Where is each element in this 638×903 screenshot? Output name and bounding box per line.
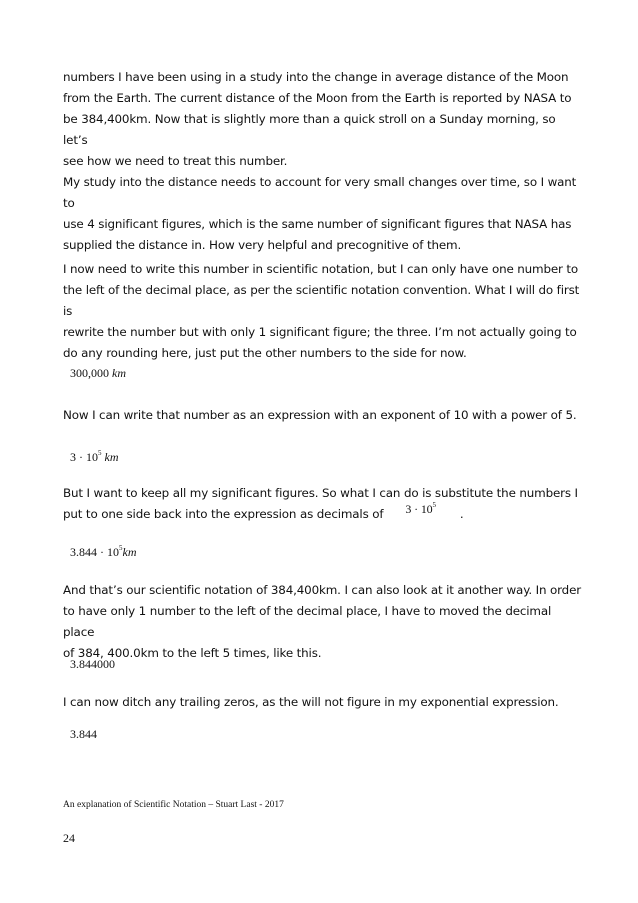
text-line: numbers I have been using in a study into the change in average distance of the Moon bbox=[63, 70, 569, 84]
text-line: rewrite the number but with only 1 significant figure; the three. I’m not actually going to bbox=[63, 325, 577, 339]
math-expression-300000-km bbox=[70, 366, 126, 380]
text-line: I now need to write this number in scientific notation, but I can only have one number to bbox=[63, 262, 579, 276]
paragraph-exponent bbox=[63, 405, 583, 426]
math-expression-3844000 bbox=[70, 657, 115, 671]
text-line: see how we need to treat this number. bbox=[63, 154, 288, 168]
text-span: put to one side back into the expression as decimals of bbox=[63, 507, 384, 521]
paragraph-trailing-zeros bbox=[63, 692, 583, 713]
page-footer: An explanation of Scientific Notation – Stuart Last - 2017 bbox=[63, 800, 284, 810]
paragraph-scientific-notation bbox=[63, 259, 583, 364]
text-line: But I want to keep all my significant figures. So what I can do is substitute the numbers I bbox=[63, 486, 578, 500]
text-line: supplied the distance in. How very helpful and precognitive of them. bbox=[63, 238, 462, 252]
math-expression-3e5-km bbox=[70, 450, 119, 464]
text-line: Now I can write that number as an expression with an exponent of 10 with a power of 5. bbox=[63, 408, 577, 422]
math-exponent: 5 bbox=[98, 449, 102, 457]
text-line: use 4 significant figures, which is the same number of significant figures that NASA has bbox=[63, 217, 572, 231]
text-line bbox=[63, 501, 583, 525]
math-number: 3.844 bbox=[70, 727, 97, 741]
math-coefficient: 3.844 · 10 bbox=[70, 545, 119, 559]
text-line: the left of the decimal place, as per the scientific notation convention. What I will do first is bbox=[63, 283, 580, 318]
text-line: to have only 1 number to the left of the decimal place, I have to moved the decimal place bbox=[63, 604, 552, 639]
text-span: . bbox=[459, 507, 464, 521]
math-exponent: 5 bbox=[119, 544, 123, 552]
math-expression-3844e5-km bbox=[70, 545, 137, 559]
math-coefficient: 3 · 10 bbox=[405, 502, 433, 516]
math-unit: km bbox=[104, 450, 119, 464]
text-line: from the Earth. The current distance of the Moon from the Earth is reported by NASA to bbox=[63, 91, 572, 105]
paragraph-moon-distance bbox=[63, 67, 583, 172]
math-unit: km bbox=[112, 366, 126, 380]
text-line: be 384,400km. Now that is slightly more than a quick stroll on a Sunday morning, so let’s bbox=[63, 112, 556, 147]
math-exponent: 5 bbox=[432, 501, 436, 509]
inline-math-3e5 bbox=[405, 499, 435, 520]
paragraph-another-way bbox=[63, 580, 583, 664]
text-line: of 384, 400.0km to the left 5 times, like this. bbox=[63, 646, 322, 660]
text-line: do any rounding here, just put the other numbers to the side for now. bbox=[63, 346, 467, 360]
page-number: 24 bbox=[63, 831, 75, 845]
text-line: I can now ditch any trailing zeros, as the will not figure in my exponential expression. bbox=[63, 695, 559, 709]
math-unit: km bbox=[122, 545, 137, 559]
math-coefficient: 3 · 10 bbox=[70, 450, 98, 464]
paragraph-substitute bbox=[63, 483, 583, 525]
math-number: 300,000 bbox=[70, 366, 109, 380]
math-expression-3844 bbox=[70, 727, 97, 741]
paragraph-significant-figures bbox=[63, 172, 583, 256]
text-line: And that’s our scientific notation of 384,400km. I can also look at it another way. In order bbox=[63, 583, 581, 597]
math-number: 3.844000 bbox=[70, 657, 115, 671]
text-line: My study into the distance needs to account for very small changes over time, so I want to bbox=[63, 175, 577, 210]
